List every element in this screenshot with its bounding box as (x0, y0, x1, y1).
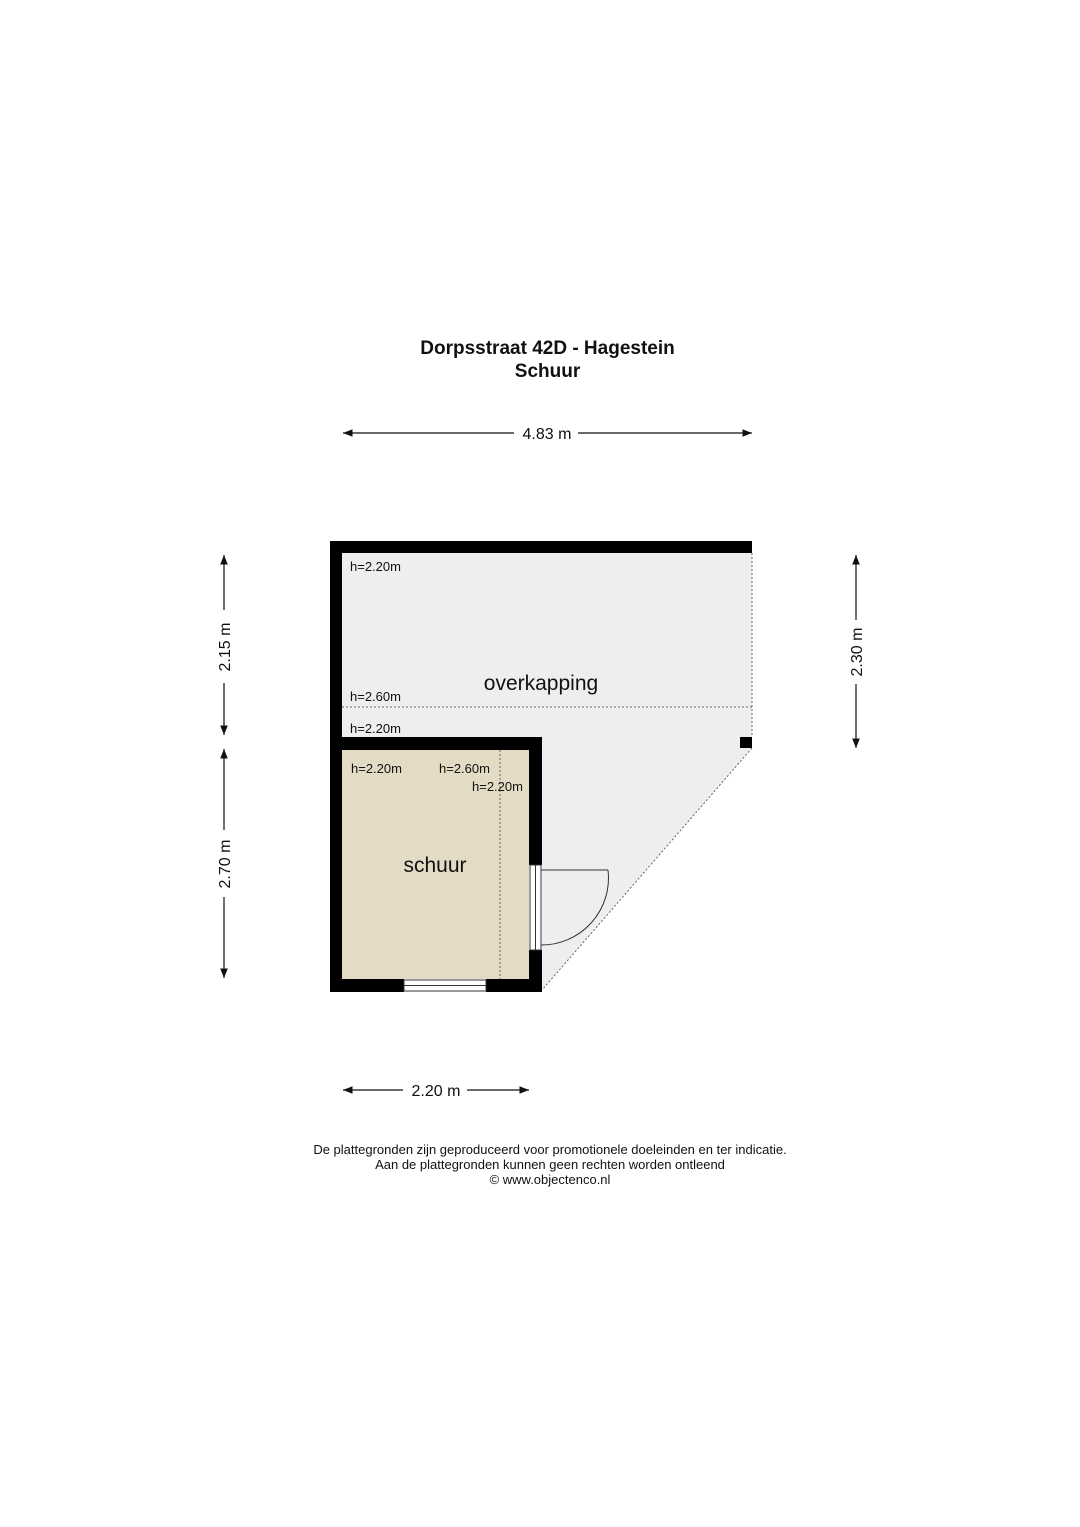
room-label-schuur: schuur (403, 854, 467, 877)
plan-address-title: Dorpsstraat 42D - Hagestein (420, 338, 675, 359)
height-label: h=2.20m (350, 721, 401, 736)
height-label: h=2.20m (350, 559, 401, 574)
height-label: h=2.20m (472, 779, 523, 794)
room-label-overkapping: overkapping (483, 672, 599, 695)
height-label: h=2.60m (439, 761, 490, 776)
dimension-left-upper (217, 555, 234, 735)
height-label: h=2.60m (350, 689, 401, 704)
dimension-right-height (849, 555, 866, 748)
dimension-left-upper-label: 2.15 m (217, 622, 234, 672)
copyright-line: © www.objectenco.nl (489, 1172, 611, 1187)
dimension-top-width-label: 4.83 m (522, 426, 572, 443)
dimension-top-width (343, 426, 752, 443)
disclaimer-line-2: Aan de plattegronden kunnen geen rechten worden ontleend (375, 1157, 725, 1172)
dimension-bottom-width-label: 2.20 m (411, 1083, 461, 1100)
support-post (740, 737, 752, 748)
schuur-window (404, 980, 486, 991)
dimension-right-height-label: 2.30 m (849, 627, 866, 677)
plan-floor-title: Schuur (514, 361, 581, 382)
height-label: h=2.20m (351, 761, 402, 776)
disclaimer-line-1: De plattegronden zijn geproduceerd voor promotionele doeleinden en ter indicatie. (313, 1142, 787, 1157)
dimension-bottom-width (343, 1083, 529, 1100)
dimension-left-lower (217, 749, 234, 978)
dimension-left-lower-label: 2.70 m (217, 839, 234, 889)
